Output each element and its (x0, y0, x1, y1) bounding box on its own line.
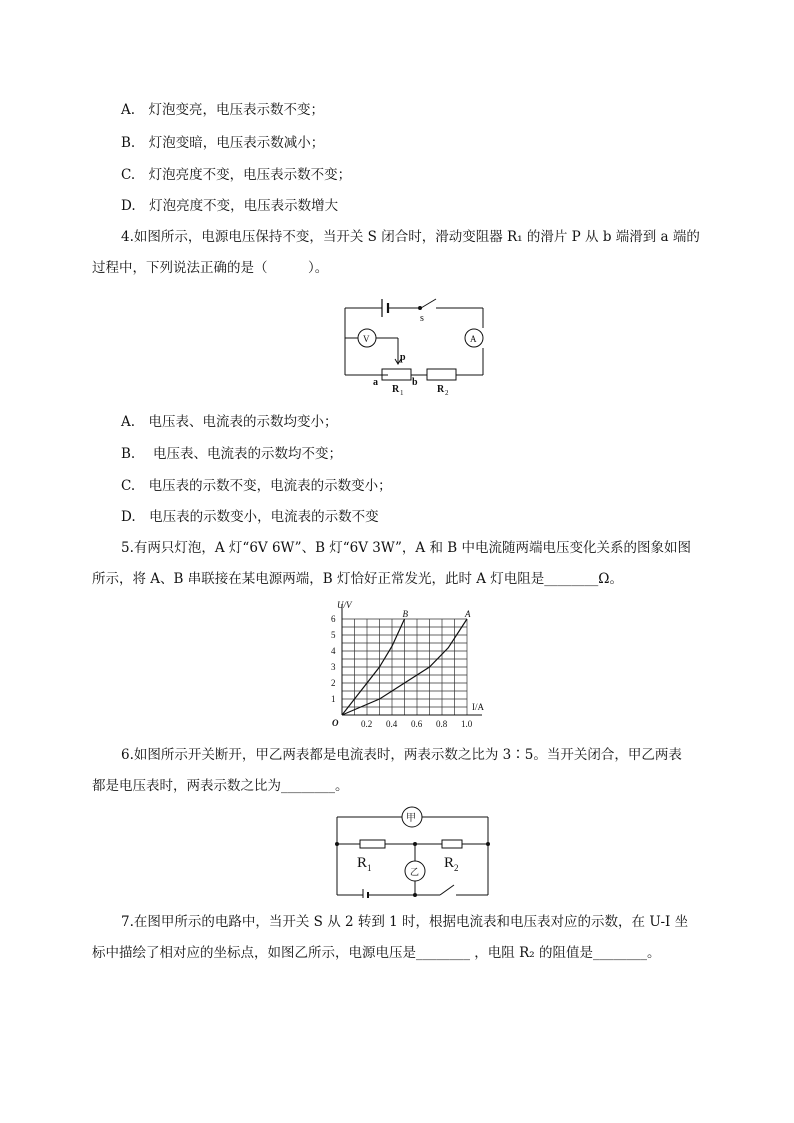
q7-stem-line1: 7.在图甲所示的电路中，当开关 S 从 2 转到 1 时，根据电流表和电压表对应的示数，在 U-I 坐 (121, 914, 689, 930)
q6-circuit-figure (330, 803, 495, 898)
q5-stem-line1: 5.有两只灯泡，A 灯“6V 6W”、B 灯“6V 3W”，A 和 B 中电流随两端电压变化关系的图象如图 (121, 540, 691, 556)
q6-r2-subscript: 2 (454, 863, 459, 873)
q7-stem-line2: 标中描绘了相对应的坐标点，如图乙所示，电源电压是________ ，电阻 R₂ 的阻值是________。 (92, 945, 661, 961)
y-tick-label: 1 (331, 694, 336, 704)
q4-circuit-figure (340, 290, 490, 400)
q4-end-b-label: b (412, 377, 418, 388)
q6-meter-yi-label: 乙 (410, 867, 420, 877)
q4-option-a: A. 电压表、电流表的示数均变小； (121, 414, 338, 430)
q4-end-a-label: a (373, 377, 378, 388)
y-tick-label: 2 (331, 678, 336, 688)
q6-stem-line2: 都是电压表时，两表示数之比为________。 (92, 778, 349, 794)
series-label-A: A (465, 609, 471, 619)
q4-voltmeter-label: V (363, 334, 370, 344)
y-tick-label: 5 (331, 630, 336, 640)
x-tick-label: 0.8 (436, 719, 448, 729)
origin-label: O (332, 718, 339, 728)
y-tick-label: 6 (331, 614, 336, 624)
q3-option-d: D. 灯泡亮度不变，电压表示数增大 (121, 198, 339, 214)
q4-stem-line2: 过程中，下列说法正确的是（ ）。 (92, 260, 329, 276)
q4-option-d: D. 电压表的示数变小，电流表的示数不变 (121, 509, 379, 525)
q6-stem-line1: 6.如图所示开关断开，甲乙两表都是电流表时，两表示数之比为 3∶5。当开关闭合，甲乙两表 (121, 747, 682, 763)
q4-stem-line1: 4.如图所示，电源电压保持不变，当开关 S 闭合时，滑动变阻器 R₁ 的滑片 P 从 b 端滑到 a 端的 (121, 229, 700, 245)
q3-option-a: A. 灯泡变亮，电压表示数不变； (121, 102, 325, 118)
q6-r1-label: R (357, 855, 368, 871)
q4-option-b: B. 电压表、电流表的示数均不变； (121, 446, 343, 462)
q4-switch-label: s (420, 313, 424, 324)
q3-option-c: C. 灯泡亮度不变，电压表示数不变； (121, 167, 352, 183)
q4-r2-label: R (437, 384, 445, 395)
x-tick-label: 1.0 (461, 719, 473, 729)
q3-option-b: B. 灯泡变暗，电压表示数减小； (121, 135, 325, 151)
q4-ammeter-label: A (470, 334, 477, 344)
q4-option-c: C. 电压表的示数不变，电流表的示数变小； (121, 478, 392, 494)
x-tick-label: 0.6 (411, 719, 423, 729)
y-axis-label: U/V (337, 600, 352, 610)
x-tick-label: 0.2 (361, 719, 373, 729)
y-tick-label: 3 (331, 662, 336, 672)
q5-ui-graph (312, 600, 502, 735)
q4-slider-label: p (400, 352, 406, 363)
q5-stem-line2: 所示，将 A、B 串联接在某电源两端，B 灯恰好正常发光，此时 A 灯电阻是________Ω。 (92, 571, 623, 587)
series-label-B: B (402, 609, 408, 619)
q6-r1-subscript: 1 (367, 863, 372, 873)
q4-r1-label: R (392, 384, 400, 395)
q4-r2-subscript: 2 (445, 389, 449, 397)
q6-r2-label: R (444, 855, 455, 871)
q6-meter-jia-label: 甲 (406, 813, 416, 824)
x-tick-label: 0.4 (386, 719, 398, 729)
x-axis-label: I/A (472, 702, 484, 712)
y-tick-label: 4 (331, 646, 336, 656)
q4-r1-subscript: 1 (400, 389, 404, 397)
